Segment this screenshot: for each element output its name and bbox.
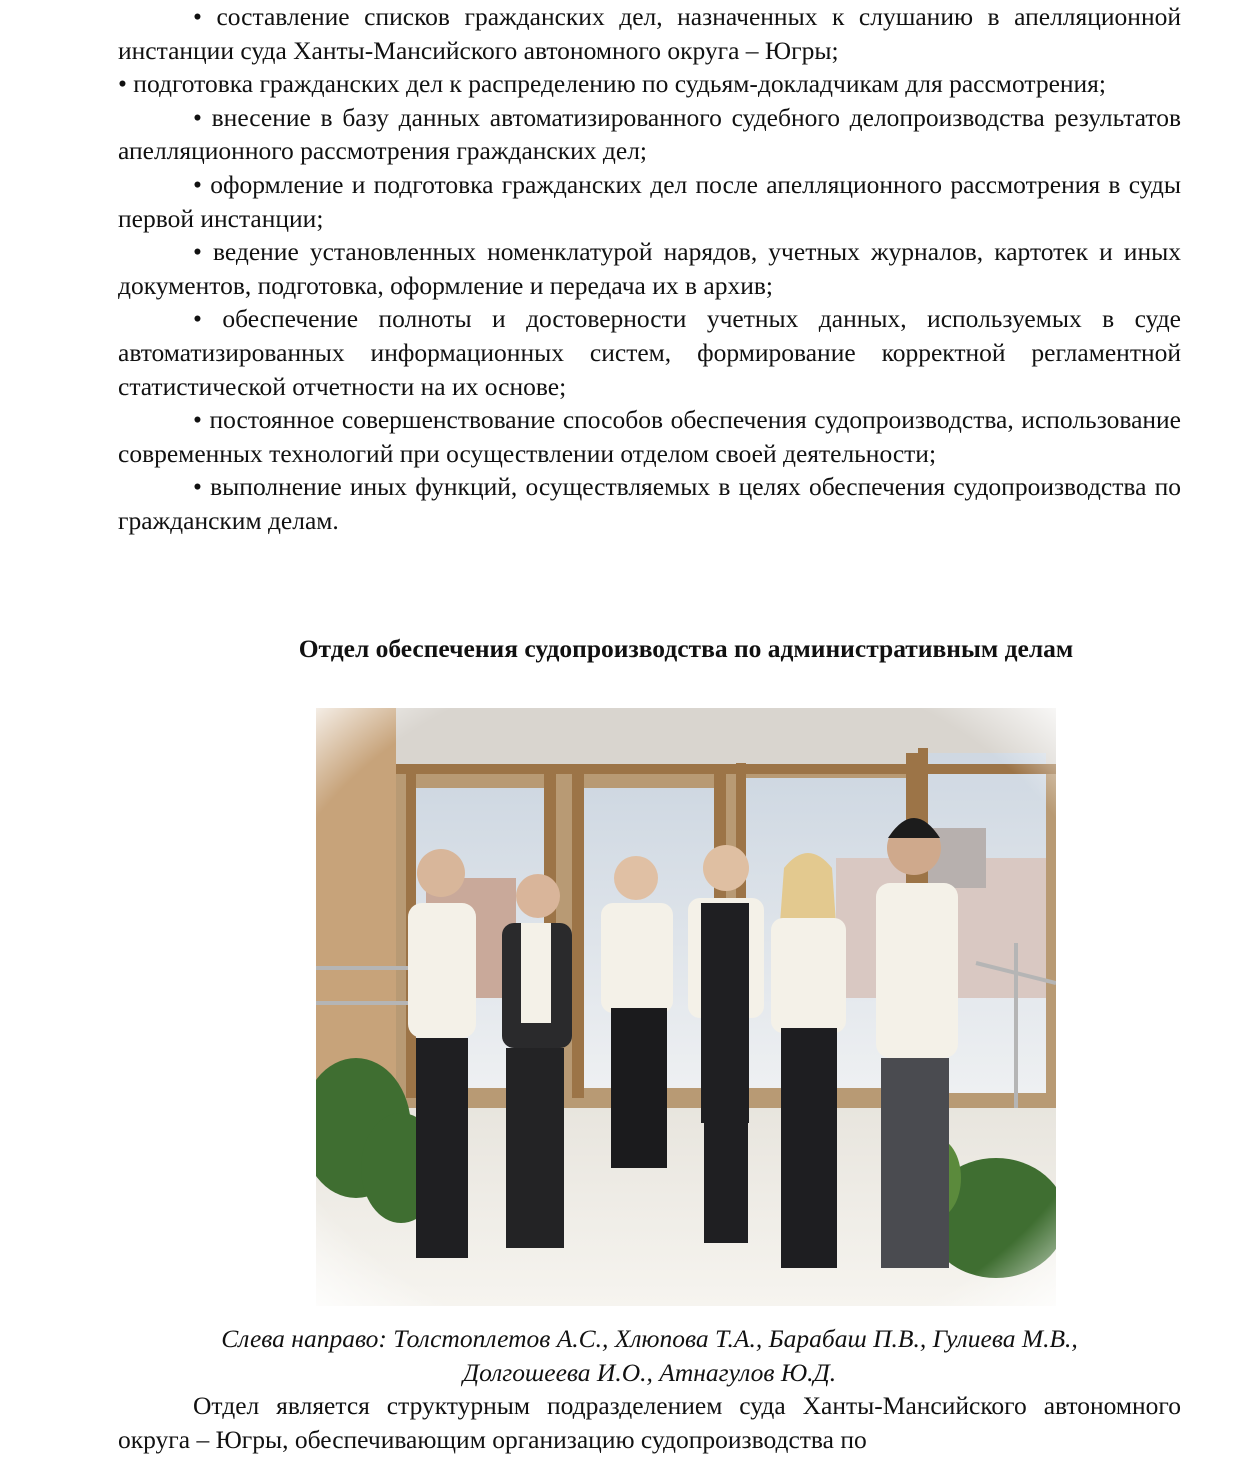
group-photo-illustration xyxy=(316,708,1056,1306)
body-paragraph: Отдел является структурным подразделением суда Ханты-Мансийского автономного округа – Югры, обеспечивающим организацию судопроизводства по xyxy=(118,1391,1181,1454)
caption-line: Слева направо: Толстоплетов А.С., Хлюпова Т.А., Барабаш П.В., Гулиева М.В., xyxy=(221,1324,1078,1353)
group-photo xyxy=(316,708,1056,1306)
photo-caption xyxy=(118,1322,1181,1389)
list-item: • оформление и подготовка гражданских дел после апелляционного рассмотрения в суды первой инстанции; xyxy=(118,169,1181,233)
list-item: • ведение установленных номенклатурой нарядов, учетных журналов, картотек и иных документов, подготовка, оформление и передача их в архив; xyxy=(118,237,1181,300)
caption-line: Долгошеева И.О., Атнагулов Ю.Д. xyxy=(462,1357,837,1387)
list-item: • составление списков гражданских дел, назначенных к слушанию в апелляционной инстанции суда Ханты-Мансийского автономного округа – Югры; xyxy=(118,2,1181,65)
list-item: • внесение в базу данных автоматизированного судебного делопроизводства результатов апелляционного рассмотрения гражданских дел; xyxy=(118,102,1181,166)
list-item: • обеспечение полноты и достоверности учетных данных, используемых в суде автоматизированных информационных систем, формирование корректной регламентной статистической отчетности на их основе; xyxy=(118,304,1181,401)
document-body xyxy=(118,0,1181,538)
list-item: • постоянное совершенствование способов обеспечения судопроизводства, использование современных технологий при осуществлении отделом своей деятельности; xyxy=(118,405,1181,468)
section-heading: Отдел обеспечения судопроизводства по административным делам xyxy=(298,634,1074,663)
list-item: • выполнение иных функций, осуществляемых в целях обеспечения судопроизводства по гражданским делам. xyxy=(118,472,1181,535)
list-item: • подготовка гражданских дел к распределению по судьям-докладчикам для рассмотрения; xyxy=(118,69,1106,99)
